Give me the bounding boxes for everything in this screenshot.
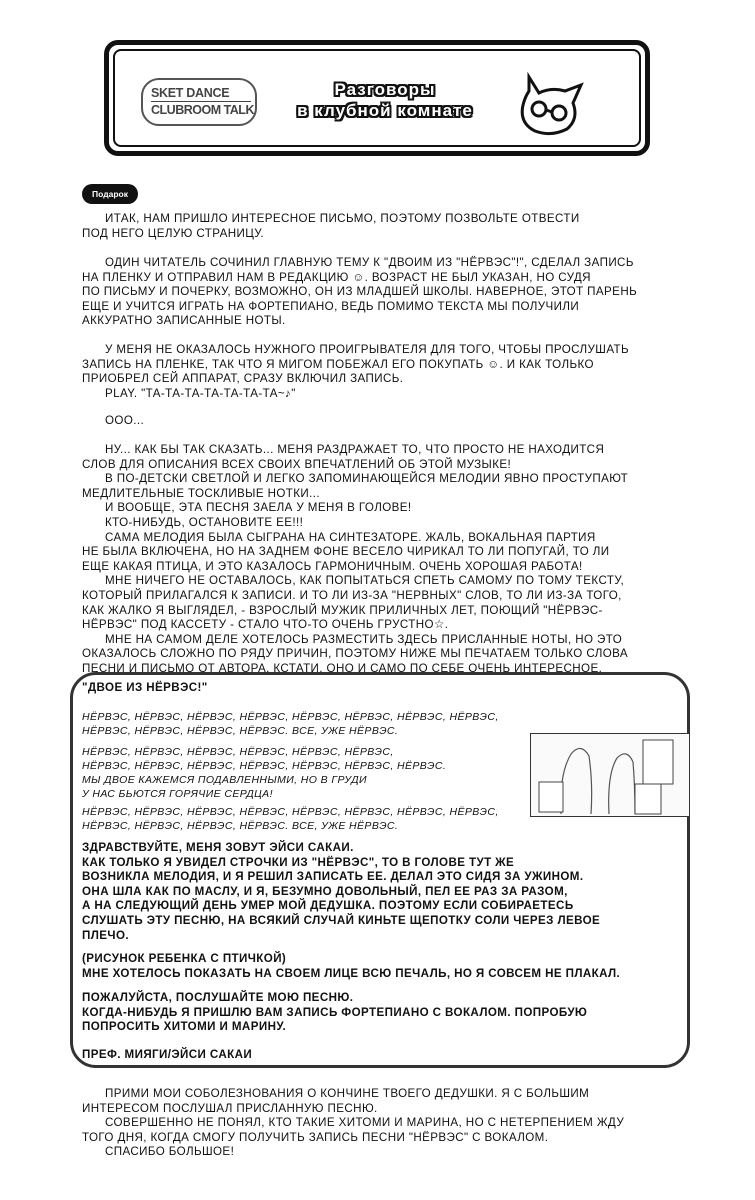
text-line: КАК ТОЛЬКО Я УВИДЕЛ СТРОЧКИ ИЗ "НЁРВЭС", ТО В ГОЛОВЕ ТУТ ЖЕ	[82, 855, 515, 869]
text-line: ПОПРОСИТЬ ХИТОМИ И МАРИНУ.	[82, 1020, 287, 1034]
text-line: ПО ПИСЬМУ И ПОЧЕРКУ, ВОЗМОЖНО, ОН ИЗ МЛАДШЕЙ ШКОЛЫ. НАВЕРНОЕ, ЭТОТ ПАРЕНЬ	[82, 285, 638, 299]
text-line: НУ... КАК БЫ ТАК СКАЗАТЬ... МЕНЯ РАЗДРАЖАЕТ ТО, ЧТО ПРОСТО НЕ НАХОДИТСЯ	[105, 443, 605, 456]
text-line: КАК ЖАЛКО Я ВЫГЛЯДЕЛ, - ВЗРОСЛЫЙ МУЖИК ПРИЛИЧНЫХ ЛЕТ, ПОЮЩИЙ "НЁРВЭС-	[82, 603, 603, 617]
text-line: НЁРВЭС, НЁРВЭС, НЁРВЭС, НЁРВЭС, НЁРВЭС, НЁРВЭС,	[82, 746, 394, 758]
paragraph	[82, 256, 682, 329]
text-line: САМА МЕЛОДИЯ БЫЛА СЫГРАНА НА СИНТЕЗАТОРЕ. ЖАЛЬ, ВОКАЛЬНАЯ ПАРТИЯ	[105, 530, 596, 544]
text-line: ПОЖАЛУЙСТА, ПОСЛУШАЙТЕ МОЮ ПЕСНЮ.	[82, 991, 354, 1004]
text-line: НЁРВЭС, НЁРВЭС, НЁРВЭС, НЁРВЭС, НЁРВЭС, НЁРВЭС, НЁРВЭС, НЁРВЭС,	[82, 806, 499, 818]
letter-paragraph	[82, 991, 682, 1035]
letter-paragraph	[82, 1048, 682, 1063]
header-banner	[104, 40, 650, 156]
text-line: СОВЕРШЕННО НЕ ПОНЯЛ, КТО ТАКИЕ ХИТОМИ И МАРИНА, НО С НЕТЕРПЕНИЕМ ЖДУ	[105, 1116, 625, 1130]
paragraph	[82, 414, 682, 429]
reply-paragraph	[82, 1087, 682, 1160]
text-line: PLAY. "ТА-ТА-ТА-ТА-ТА-ТА-ТА~♪"	[105, 386, 296, 400]
text-line: ПЕСНИ И ПИСЬМО ОТ АВТОРА. КСТАТИ, ОНО И САМО ПО СЕБЕ ОЧЕНЬ ИНТЕРЕСНОЕ.	[82, 661, 603, 675]
text-line: ЕЩЕ КАКАЯ ПТИЦА, И ЭТО КАЗАЛОСЬ ГАРМОНИЧНЫМ. ОЧЕНЬ ХОРОШАЯ РАБОТА!	[82, 559, 583, 573]
text-line: А НА СЛЕДУЮЩИЙ ДЕНЬ УМЕР МОЙ ДЕДУШКА. ПОЭТОМУ ЕСЛИ СОБИРАЕТЕСЬ	[82, 899, 574, 913]
gift-badge: Подарок	[82, 184, 138, 204]
text-line: ПРИМИ МОИ СОБОЛЕЗНОВАНИЯ О КОНЧИНЕ ТВОЕГО ДЕДУШКИ. Я С БОЛЬШИМ	[105, 1087, 590, 1100]
letter-paragraph	[82, 952, 682, 981]
text-line: НЕ БЫЛА ВКЛЮЧЕНА, НО НА ЗАДНЕМ ФОНЕ ВЕСЕЛО ЧИРИКАЛ ТО ЛИ ПОПУГАЙ, ТО ЛИ	[82, 545, 610, 559]
text-line: НЁРВЭС, НЁРВЭС, НЁРВЭС, НЁРВЭС. ВСЕ, УЖЕ НЁРВЭС.	[82, 725, 399, 737]
text-line: У НАС БЬЮТСЯ ГОРЯЧИЕ СЕРДЦА!	[82, 788, 273, 800]
text-line: ПРЕФ. МИЯГИ/ЭЙСИ САКАИ	[82, 1048, 253, 1061]
text-line: ВОЗНИКЛА МЕЛОДИЯ, И Я РЕШИЛ ЗАПИСАТЬ ЕЕ. ДЕЛАЛ ЭТО СИДЯ ЗА УЖИНОМ.	[82, 870, 584, 884]
text-line: НЁРВЭС, НЁРВЭС, НЁРВЭС, НЁРВЭС. ВСЕ, УЖЕ НЁРВЭС.	[82, 820, 399, 832]
illustration	[530, 733, 690, 817]
text-line: МНЕ ХОТЕЛОСЬ ПОКАЗАТЬ НА СВОЕМ ЛИЦЕ ВСЮ ПЕЧАЛЬ, НО Я СОВСЕМ НЕ ПЛАКАЛ.	[82, 966, 621, 980]
text-line: НЁРВЭС" ПОД КАССЕТУ - СТАЛО ЧТО-ТО ОЧЕНЬ ГРУСТНО☆.	[82, 618, 449, 632]
text-line: КТО-НИБУДЬ, ОСТАНОВИТЕ ЕЕ!!!	[105, 515, 304, 529]
paragraph	[82, 343, 682, 401]
text-line: У МЕНЯ НЕ ОКАЗАЛОСЬ НУЖНОГО ПРОИГРЫВАТЕЛЯ ДЛЯ ТОГО, ЧТОБЫ ПРОСЛУШАТЬ	[105, 343, 630, 356]
text-line: ТОГО ДНЯ, КОГДА СМОГУ ПОЛУЧИТЬ ЗАПИСЬ ПЕСНИ "НЁРВЭС" С ВОКАЛОМ.	[82, 1130, 549, 1144]
text-line: ОКАЗАЛОСЬ СЛОЖНО ПО РЯДУ ПРИЧИН, ПОЭТОМУ НИЖЕ МЫ ПЕЧАТАЕМ ТОЛЬКО СЛОВА	[82, 647, 629, 661]
text-line: ЗАПИСЬ НА ПЛЕНКЕ, ТАК ЧТО Я МИГОМ ПОБЕЖАЛ ЕГО ПОКУПАТЬ ☺. И КАК ТОЛЬКО	[82, 357, 594, 371]
text-line: ИТАК, НАМ ПРИШЛО ИНТЕРЕСНОЕ ПИСЬМО, ПОЭТОМУ ПОЗВОЛЬТЕ ОТВЕСТИ	[105, 212, 580, 225]
text-line: КОТОРЫЙ ПРИЛАГАЛСЯ К ЗАПИСИ. И ТО ЛИ ИЗ-ЗА "НЕРВНЫХ" СЛОВ, ТО ЛИ ИЗ-ЗА ТОГО,	[82, 588, 622, 602]
text-line: ПРИОБРЕЛ СЕЙ АППАРАТ, СРАЗУ ВКЛЮЧИЛ ЗАПИСЬ.	[82, 372, 404, 386]
brand-logo: SKET DANCE CLUBROOM TALK	[141, 78, 257, 126]
text-line: МНЕ НА САМОМ ДЕЛЕ ХОТЕЛОСЬ РАЗМЕСТИТЬ ЗДЕСЬ ПРИСЛАННЫЕ НОТЫ, НО ЭТО	[105, 632, 623, 646]
text-line: ООО...	[105, 414, 145, 427]
paragraph	[82, 443, 682, 677]
text-line: АККУРАТНО ЗАПИСАННЫЕ НОТЫ.	[82, 314, 286, 328]
text-line: СПАСИБО БОЛЬШОЕ!	[105, 1145, 235, 1159]
text-line: ОНА ШЛА КАК ПО МАСЛУ, И Я, БЕЗУМНО ДОВОЛЬНЫЙ, ПЕЛ ЕЕ РАЗ ЗА РАЗОМ,	[82, 884, 568, 898]
text-line: И ВООБЩЕ, ЭТА ПЕСНЯ ЗАЕЛА У МЕНЯ В ГОЛОВЕ!	[105, 501, 412, 515]
text-line: НЁРВЭС, НЁРВЭС, НЁРВЭС, НЁРВЭС, НЁРВЭС, НЁРВЭС, НЁРВЭС, НЁРВЭС,	[82, 711, 499, 723]
text-line: ПОД НЕГО ЦЕЛУЮ СТРАНИЦУ.	[82, 226, 265, 240]
text-line: КОГДА-НИБУДЬ Я ПРИШЛЮ ВАМ ЗАПИСЬ ФОРТЕПИАНО С ВОКАЛОМ. ПОПРОБУЮ	[82, 1005, 588, 1019]
paragraph	[82, 212, 682, 241]
text-line: СЛУШАТЬ ЭТУ ПЕСНЮ, НА ВСЯКИЙ СЛУЧАЙ КИНЬТЕ ЩЕПОТКУ СОЛИ ЧЕРЕЗ ЛЕВОЕ	[82, 913, 601, 927]
text-line: ЗДРАВСТВУЙТЕ, МЕНЯ ЗОВУТ ЭЙСИ САКАИ.	[82, 841, 354, 854]
text-line: ИНТЕРЕСОМ ПОСЛУШАЛ ПРИСЛАННУЮ ПЕСНЮ.	[82, 1101, 378, 1115]
letter-paragraph	[82, 841, 682, 943]
text-line: ОДИН ЧИТАТЕЛЬ СОЧИНИЛ ГЛАВНУЮ ТЕМУ К "ДВОИМ ИЗ "НЁРВЭС"!", СДЕЛАЛ ЗАПИСЬ	[105, 256, 634, 269]
text-line: НЁРВЭС, НЁРВЭС, НЁРВЭС, НЁРВЭС, НЁРВЭС, НЁРВЭС, НЁРВЭС.	[82, 760, 447, 772]
text-line: МНЕ НИЧЕГО НЕ ОСТАВАЛОСЬ, КАК ПОПЫТАТЬСЯ СПЕТЬ САМОМУ ПО ТОМУ ТЕКСТУ,	[105, 574, 625, 588]
song-title: "ДВОЕ ИЗ НЁРВЭС!"	[82, 681, 208, 694]
text-line: СЛОВ ДЛЯ ОПИСАНИЯ ВСЕХ СВОИХ ВПЕЧАТЛЕНИЙ ОБ ЭТОЙ МУЗЫКЕ!	[82, 457, 512, 471]
cat-glasses-icon	[515, 71, 587, 137]
text-line: В ПО-ДЕТСКИ СВЕТЛОЙ И ЛЕГКО ЗАПОМИНАЮЩЕЙСЯ МЕЛОДИИ ЯВНО ПРОСТУПАЮТ	[105, 472, 629, 486]
text-line: ПЛЕЧО.	[82, 928, 129, 942]
text-line: ЕЩЕ И УЧИТСЯ ИГРАТЬ НА ФОРТЕПИАНО, ВЕДЬ ПОМИМО ТЕКСТА МЫ ПОЛУЧИЛИ	[82, 299, 580, 313]
section-title: Разговоры в клубной комнате	[297, 80, 473, 120]
text-line: МЕДЛИТЕЛЬНЫЕ ТОСКЛИВЫЕ НОТКИ...	[82, 486, 321, 500]
text-line: НА ПЛЕНКУ И ОТПРАВИЛ НАМ В РЕДАКЦИЮ ☺. ВОЗРАСТ НЕ БЫЛ УКАЗАН, НО СУДЯ	[82, 270, 591, 284]
text-line: (РИСУНОК РЕБЕНКА С ПТИЧКОЙ)	[82, 952, 287, 965]
text-line: МЫ ДВОЕ КАЖЕМСЯ ПОДАВЛЕННЫМИ, НО В ГРУДИ	[82, 774, 367, 786]
